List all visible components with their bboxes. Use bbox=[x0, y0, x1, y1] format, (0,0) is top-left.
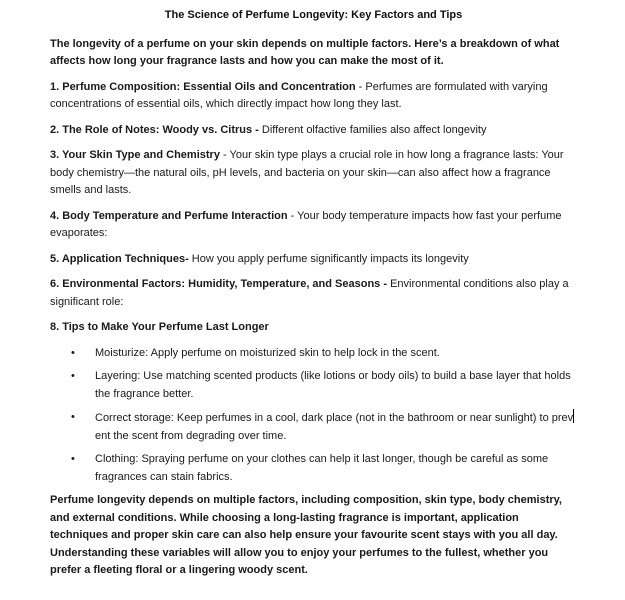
section-6-heading: 6. Environmental Factors: Humidity, Temperature, and Seasons - bbox=[50, 278, 388, 290]
section-1-text: - Perfumes are formulated with varying concentrations of essential oils, which directly impact how long they last. bbox=[50, 80, 548, 110]
section-2-paragraph[interactable] bbox=[50, 122, 577, 140]
conclusion-paragraph[interactable]: Perfume longevity depends on multiple factors, including composition, skin type, body chemistry, and external conditions. While choosing a long-lasting fragrance is important, application techniques and proper skin care can also help ensure your favourite scent stays with you all day. Understanding these variables will allow you to enjoy your perfumes to the fullest, whether you prefer a fleeting floral or a lingering woody scent. bbox=[50, 494, 562, 576]
section-5-text: How you apply perfume significantly impacts its longevity bbox=[188, 252, 469, 265]
tip-item-correct-storage[interactable] bbox=[50, 409, 577, 445]
section-4-heading: 4. Body Temperature and Perfume Interaction bbox=[50, 209, 288, 222]
bullet-icon: • bbox=[71, 346, 75, 359]
bullet-icon: • bbox=[71, 370, 75, 382]
section-2-text: Different olfactive families also affect longevity bbox=[258, 123, 487, 136]
tip-text: Moisturize: Apply perfume on moisturized skin to help lock in the scent. bbox=[95, 346, 440, 359]
section-3-text: - Your skin type plays a crucial role in how long a fragrance lasts: Your body chemistry—the natural oils, pH levels, and bacteria on your skin—can also affect how a fragrance smells and lasts. bbox=[50, 149, 564, 196]
section-6-text: Environmental conditions also play a significant role: bbox=[50, 278, 569, 308]
section-2-heading: 2. The Role of Notes: Woody vs. Citrus - bbox=[50, 123, 259, 136]
bullet-icon: • bbox=[71, 411, 75, 423]
section-4-paragraph[interactable] bbox=[50, 208, 577, 243]
tip-text bbox=[95, 409, 577, 445]
tip-text: Layering: Use matching scented products (like lotions or body oils) to build a base layer that holds the fragrance better. bbox=[95, 370, 571, 400]
tip-text: Clothing: Spraying perfume on your clothes can help it last longer, though be careful as some fragrances can stain fabrics. bbox=[95, 453, 549, 483]
section-5-heading: 5. Application Techniques- bbox=[50, 252, 189, 265]
section-5-paragraph[interactable] bbox=[50, 251, 577, 269]
intro-paragraph[interactable]: The longevity of a perfume on your skin depends on multiple factors. Here’s a breakdown of what affects how long your fragrance lasts and how you can make the most of it. bbox=[50, 37, 560, 67]
section-6-paragraph[interactable] bbox=[50, 276, 577, 311]
text-cursor bbox=[573, 409, 575, 423]
tips-list bbox=[50, 345, 577, 487]
section-1-paragraph[interactable] bbox=[50, 79, 577, 114]
tip-text-after-cursor: ent the scent from degrading over time. bbox=[95, 429, 287, 442]
tip-text-before-cursor: Correct storage: Keep perfumes in a cool, dark place (not in the bathroom or near sunlight) to prev bbox=[95, 412, 574, 424]
section-3-heading: 3. Your Skin Type and Chemistry bbox=[50, 149, 220, 161]
section-3-paragraph[interactable] bbox=[50, 147, 577, 200]
tip-item-moisturize[interactable] bbox=[50, 345, 577, 363]
tip-item-layering[interactable] bbox=[50, 368, 577, 403]
section-1-heading: 1. Perfume Composition: Essential Oils and Concentration bbox=[50, 80, 356, 93]
section-4-text: - Your body temperature impacts how fast your perfume evaporates: bbox=[50, 209, 562, 239]
tip-item-clothing[interactable] bbox=[50, 451, 577, 486]
bullet-icon: • bbox=[71, 453, 75, 465]
document-title[interactable]: The Science of Perfume Longevity: Key Factors and Tips bbox=[164, 9, 463, 21]
tips-heading[interactable]: 8. Tips to Make Your Perfume Last Longer bbox=[50, 321, 269, 333]
